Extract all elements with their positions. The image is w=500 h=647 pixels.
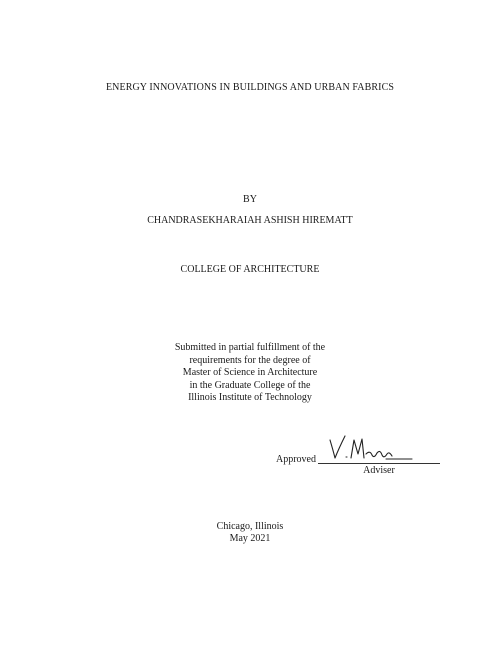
adviser-label: Adviser bbox=[363, 465, 395, 476]
adviser-signature bbox=[326, 434, 416, 462]
submission-line: requirements for the degree of bbox=[189, 354, 311, 366]
location: Chicago, Illinois bbox=[216, 521, 284, 532]
author-name: CHANDRASEKHARAIAH ASHISH HIREMATT bbox=[147, 215, 353, 226]
approved-label: Approved bbox=[276, 454, 316, 465]
submission-line: Illinois Institute of Technology bbox=[188, 392, 312, 403]
college-name: COLLEGE OF ARCHITECTURE bbox=[180, 264, 320, 275]
submission-line: Master of Science in Architecture bbox=[182, 367, 318, 378]
signature-line bbox=[318, 463, 440, 464]
submission-statement bbox=[0, 342, 500, 405]
by-label: BY bbox=[243, 194, 257, 205]
submission-line: Submitted in partial fulfillment of the bbox=[174, 342, 326, 353]
thesis-title: ENERGY INNOVATIONS IN BUILDINGS AND URBAN FABRICS bbox=[105, 82, 395, 93]
submission-line: in the Graduate College of the bbox=[189, 379, 311, 391]
date: May 2021 bbox=[229, 533, 271, 544]
